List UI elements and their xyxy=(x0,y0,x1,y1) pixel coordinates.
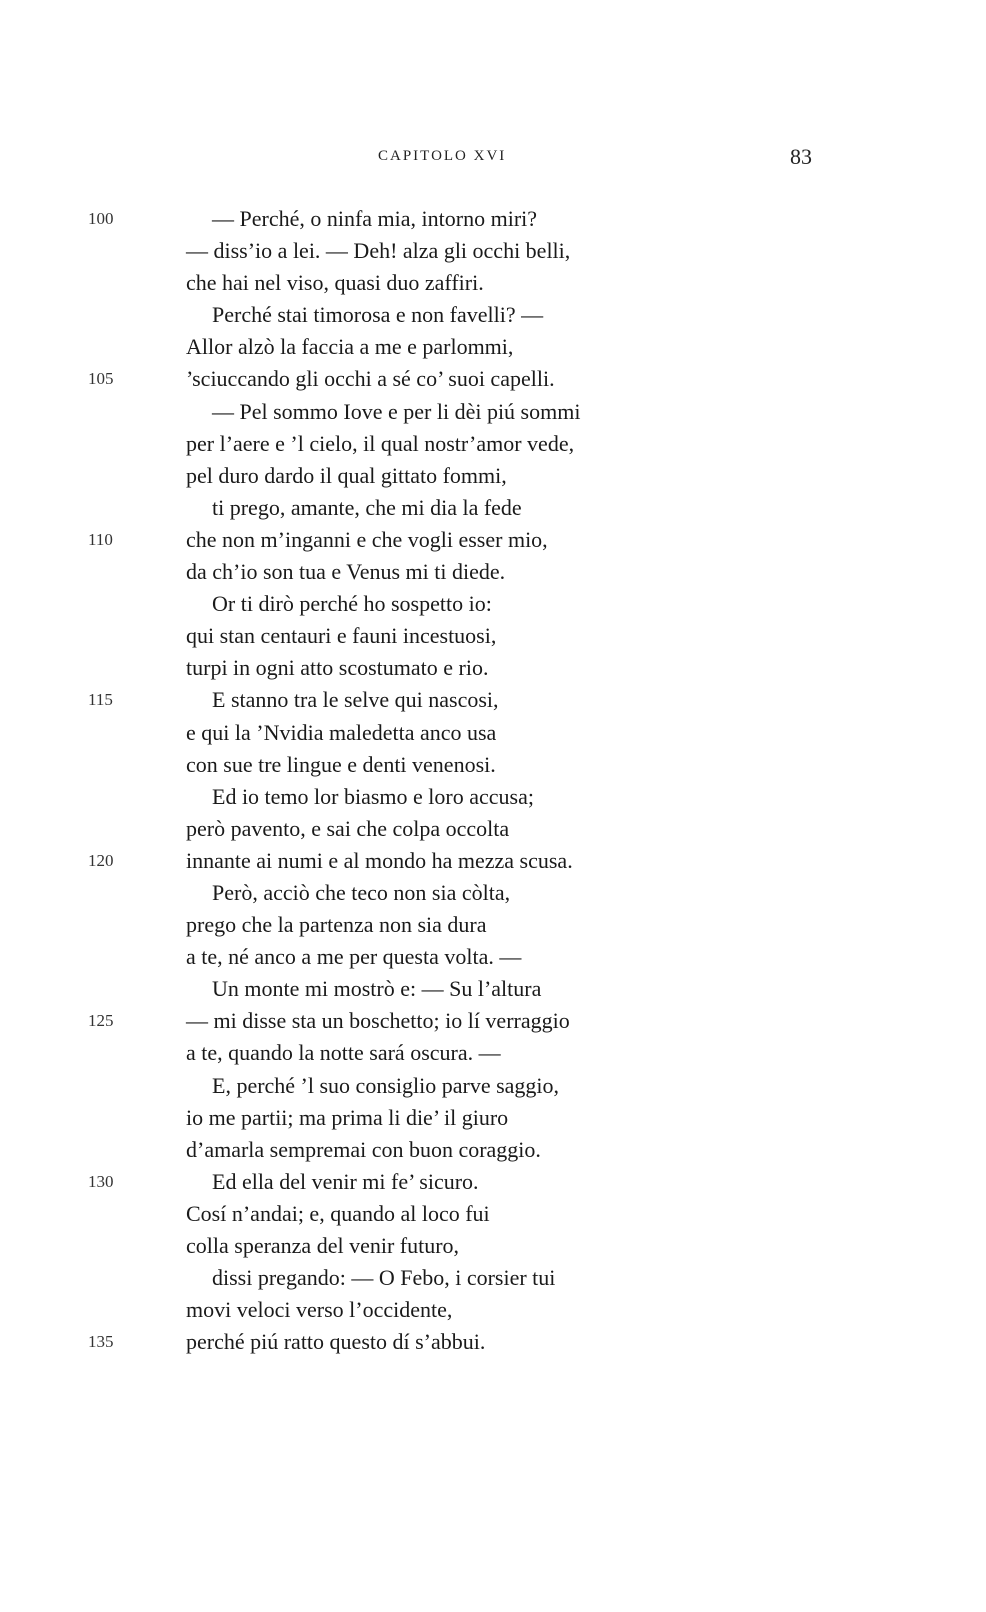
line-number: 110 xyxy=(88,529,113,549)
verse-text: — Perché, o ninfa mia, intorno miri? xyxy=(212,206,538,231)
verse-text: — Pel sommo Iove e per li dèi piú sommi xyxy=(212,398,581,424)
verse-line xyxy=(0,1326,986,1358)
verse-line xyxy=(0,588,986,620)
verse-line xyxy=(0,1198,986,1230)
verse-text: per l’aere e ’l cielo, il qual nostr’amor vede, xyxy=(186,430,575,456)
verse-line xyxy=(0,941,986,973)
verse-line xyxy=(0,1166,986,1198)
verse-block xyxy=(0,203,986,1358)
verse-text: Cosí n’andai; e, quando al loco fui xyxy=(186,1200,490,1226)
verse-text: E, perché ’l suo consiglio parve saggio, xyxy=(212,1072,560,1098)
line-number: 115 xyxy=(88,690,113,710)
verse-text: Perché stai timorosa e non favelli? — xyxy=(212,302,544,328)
page-number: 83 xyxy=(790,144,812,169)
verse-text: e qui la ’Nvidia maledetta anco usa xyxy=(186,719,497,745)
verse-line xyxy=(0,1070,986,1102)
line-number: 105 xyxy=(88,369,114,389)
verse-line xyxy=(0,203,986,235)
verse-line xyxy=(0,299,986,331)
verse-line xyxy=(0,652,986,684)
verse-text: a te, quando la notte sará oscura. — xyxy=(186,1040,501,1066)
verse-text: Ed io temo lor biasmo e loro accusa; xyxy=(212,783,534,809)
verse-text: ’sciuccando gli occhi a sé co’ suoi capelli. xyxy=(186,366,555,392)
verse-line xyxy=(0,1134,986,1166)
verse-line xyxy=(0,717,986,749)
verse-text: perché piú ratto questo dí s’abbui. xyxy=(186,1329,486,1355)
verse-text: movi veloci verso l’occidente, xyxy=(186,1297,453,1323)
verse-text: d’amarla sempremai con buon coraggio. xyxy=(186,1136,541,1162)
verse-text: Però, acciò che teco non sia còlta, xyxy=(212,879,511,905)
verse-line xyxy=(0,781,986,813)
verse-line xyxy=(0,813,986,845)
verse-text: che hai nel viso, quasi duo zaffiri. xyxy=(186,270,484,296)
verse-text: — diss’io a lei. — Deh! alza gli occhi belli, xyxy=(186,238,571,264)
verse-line xyxy=(0,1294,986,1326)
verse-text: Un monte mi mostrò e: — Su l’altura xyxy=(212,976,542,1002)
verse-line xyxy=(0,845,986,877)
verse-line xyxy=(0,1037,986,1069)
verse-text: Or ti dirò perché ho sospetto io: xyxy=(212,591,492,617)
verse-line xyxy=(0,331,986,363)
verse-line xyxy=(0,492,986,524)
verse-text: io me partii; ma prima li die’ il giuro xyxy=(186,1104,509,1130)
verse-text: turpi in ogni atto scostumato e rio. xyxy=(186,655,489,681)
verse-line xyxy=(0,749,986,781)
verse-text: con sue tre lingue e denti venenosi. xyxy=(186,751,496,777)
verse-line xyxy=(0,909,986,941)
page-header xyxy=(0,144,986,172)
verse-line xyxy=(0,877,986,909)
verse-line xyxy=(0,684,986,716)
verse-line xyxy=(0,396,986,428)
verse-text: Ed ella del venir mi fe’ sicuro. xyxy=(212,1168,479,1194)
running-title: CAPITOLO XVI xyxy=(378,148,507,164)
line-number: 125 xyxy=(88,1011,114,1031)
verse-text: E stanno tra le selve qui nascosi, xyxy=(212,687,499,713)
verse-line xyxy=(0,1102,986,1134)
verse-text: Allor alzò la faccia a me e parlommi, xyxy=(186,334,514,360)
line-number: 135 xyxy=(88,1332,114,1352)
verse-line xyxy=(0,1262,986,1294)
verse-line xyxy=(0,235,986,267)
verse-text: però pavento, e sai che colpa occolta xyxy=(186,815,510,841)
line-number: 100 xyxy=(88,209,114,228)
verse-line xyxy=(0,363,986,395)
verse-line xyxy=(0,428,986,460)
verse-text: qui stan centauri e fauni incestuosi, xyxy=(186,623,497,649)
verse-text: ti prego, amante, che mi dia la fede xyxy=(212,494,522,520)
verse-text: innante ai numi e al mondo ha mezza scusa. xyxy=(186,847,573,873)
verse-text: che non m’inganni e che vogli esser mio, xyxy=(186,526,548,552)
line-number: 130 xyxy=(88,1171,114,1191)
verse-text: da ch’io son tua e Venus mi ti diede. xyxy=(186,559,506,585)
verse-text: — mi disse sta un boschetto; io lí verraggio xyxy=(186,1008,570,1034)
verse-text: colla speranza del venir futuro, xyxy=(186,1233,460,1258)
verse-line xyxy=(0,556,986,588)
verse-line xyxy=(0,1230,986,1262)
verse-text: prego che la partenza non sia dura xyxy=(186,912,487,938)
verse-line xyxy=(0,973,986,1005)
line-number: 120 xyxy=(88,850,114,870)
verse-line xyxy=(0,267,986,299)
verse-line xyxy=(0,460,986,492)
verse-line xyxy=(0,1005,986,1037)
verse-line xyxy=(0,620,986,652)
verse-text: a te, né anco a me per questa volta. — xyxy=(186,944,522,970)
verse-text: dissi pregando: — O Febo, i corsier tui xyxy=(212,1265,556,1291)
verse-line xyxy=(0,524,986,556)
verse-text: pel duro dardo il qual gittato fommi, xyxy=(186,462,507,488)
